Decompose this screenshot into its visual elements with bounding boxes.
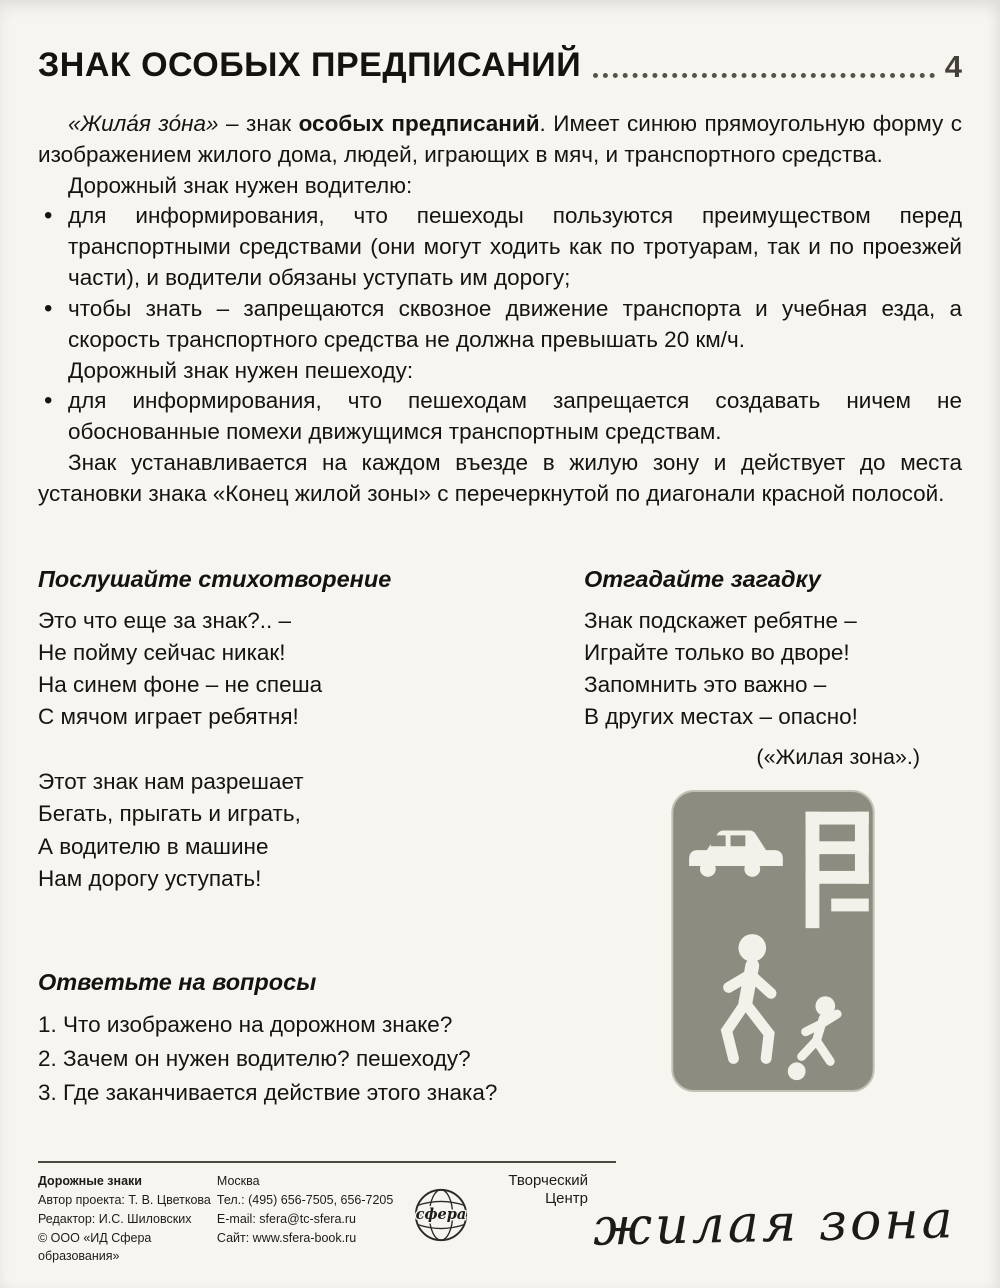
footer-copyright: © ООО «ИД Сфера образования» [38,1230,152,1264]
driver-bullet-2-text: чтобы знать – запрещаются сквозное движение транспорта и учебная езда, а скорость транспортного средства не должна превышать 20 км/ч. [68,295,962,352]
footer-site: Сайт: www.sfera-book.ru [216,1230,357,1245]
publisher-logo-block [412,1172,628,1266]
footer-contacts [217,1172,412,1266]
bullet-icon [38,201,68,293]
poem-line: На синем фоне – не спеша [38,671,323,697]
intro-text-rest: . Имеет синюю прямоугольную форму с изображением жилого дома, людей, играющих в мяч, и транспортного средства. [38,111,962,167]
footer-city: Москва [216,1174,260,1189]
questions-section [38,969,516,1111]
driver-bullet-1 [38,201,962,293]
riddle-answer: («Жилая зона».) [756,745,920,770]
intro-section [38,109,962,510]
publisher-name [500,1172,588,1208]
intro-text-bold: особых предписаний [298,111,540,136]
poem-line: Бегать, прыгать и играть, [38,801,301,827]
footer-imprint [38,1172,217,1266]
question-item: 2. Зачем он нужен водителю? пешеходу? [38,1046,471,1072]
poem-line: Нам дорогу уступать! [38,865,262,891]
poem-line: Это что еще за знак?.. – [38,607,292,633]
poem-line: Не пойму сейчас никак! [38,639,286,665]
footer-editor: Редактор: И.С. Шиловских [38,1211,192,1226]
sign-name-emphasis: «Жила́я зо́на» [68,111,219,136]
handwritten-caption: жилая зона [592,1190,957,1258]
footer-divider [38,1161,616,1163]
intro-text-mid: – знак [218,111,299,136]
riddle-line: Знак подскажет ребятне – [584,607,857,633]
pedestrian-bullet-1 [38,386,962,448]
poem-line: Этот знак нам разрешает [38,769,304,795]
poem-heading: Послушайте стихотворение [38,565,392,592]
residential-zone-sign [669,788,877,1094]
right-column [516,566,962,1111]
publisher-name-line1: Творческий [508,1172,588,1190]
ball-icon [788,1063,806,1081]
riddle-line: Играйте только во дворе! [584,639,850,665]
logo-text-svg: сфера [415,1206,467,1224]
publisher-name-line2: Центр [545,1190,588,1208]
driver-heading: Дорожный знак нужен водителю: [68,172,413,198]
bullet-icon [38,386,68,448]
riddle-lines [584,605,962,734]
poem-line: А водителю в машине [38,833,269,859]
pedestrian-bullet-1-text: для информирования, что пешеходам запрещается создавать ничем не обоснованные помехи движущимся транспортным средствам. [68,388,962,445]
poem-stanza-1 [38,605,516,734]
page-number: 4 [944,49,962,84]
page-title: ЗНАК ОСОБЫХ ПРЕДПИСАНИЙ [38,46,582,84]
question-item: 3. Где заканчивается действие этого знака? [38,1080,498,1106]
driver-bullet-2 [38,294,962,356]
page-header [38,46,962,85]
footer-phone: Тел.: (495) 656-7505, 656-7205 [216,1193,394,1207]
poem-line: С мячом играет ребятня! [38,704,299,730]
closing-paragraph: Знак устанавливается на каждом въезде в жилую зону и действует до места установки знака «Конец жилой зоны» с перечеркнутой по диагонали красной полосой. [38,449,962,506]
poem-stanza-2 [38,766,516,895]
riddle-line: Запомнить это важно – [584,671,827,697]
riddle-heading: Отгадайте загадку [584,565,821,592]
dotted-leader [593,72,935,78]
footer-columns [38,1172,628,1266]
footer-author: Автор проекта: Т. В. Цветкова [38,1193,211,1207]
footer [38,1161,628,1266]
columns-area [38,566,962,1111]
footer-email: E-mail: sfera@tc-sfera.ru [216,1211,357,1226]
bullet-icon [38,294,68,356]
questions-heading: Ответьте на вопросы [38,968,317,995]
riddle-line: В других местах – опасно! [584,704,858,730]
sfera-globe-logo [412,1186,470,1250]
driver-bullet-1-text: для информирования, что пешеходы пользуются преимуществом перед транспортными средствами (они могут ходить как по тротуарам, так и по проезжей части), и водители обязаны уступать им дорогу; [68,203,962,291]
left-column [38,566,516,1111]
intro-paragraph [38,109,962,171]
question-item: 1. Что изображено на дорожном знаке? [38,1011,453,1037]
series-title: Дорожные знаки [38,1174,142,1189]
pedestrian-heading: Дорожный знак нужен пешеходу: [68,357,414,383]
